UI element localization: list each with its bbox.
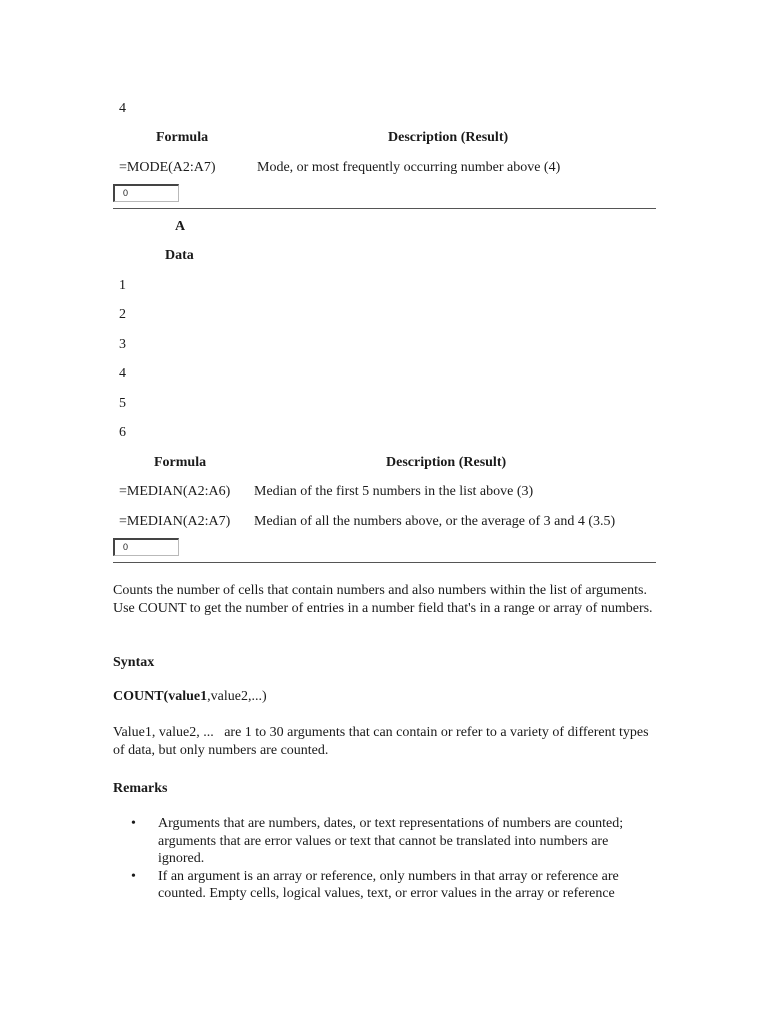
- data-value: 6: [119, 425, 126, 440]
- syntax-args-rest: ,value2,...): [207, 689, 267, 704]
- list-item: [113, 868, 658, 903]
- formula-header: Formula: [156, 130, 209, 145]
- result-input-box[interactable]: 0: [113, 184, 179, 202]
- description-cell: Mode, or most frequently occurring number above (4): [257, 160, 561, 175]
- formula-header: Formula: [154, 455, 207, 470]
- value-description: Value1, value2, ... are 1 to 30 arguments that can contain or refer to a variety of different types of data, but only numbers are counted.: [113, 725, 653, 758]
- data-value-4: 4: [119, 101, 126, 116]
- data-value: 1: [119, 278, 126, 293]
- remark-text: Arguments that are numbers, dates, or text representations of numbers are counted; arguments that are error values or text that cannot be translated into numbers are ignored.: [158, 816, 624, 866]
- data-value: 2: [119, 307, 126, 322]
- data-value: 4: [119, 366, 126, 381]
- description-cell: Median of the first 5 numbers in the list above (3): [254, 484, 534, 499]
- data-value: 3: [119, 337, 126, 352]
- divider: [113, 208, 656, 209]
- syntax-arg-value1: value1: [168, 689, 208, 704]
- formula-cell: =MODE(A2:A7): [119, 160, 216, 175]
- syntax-line: [113, 688, 267, 705]
- remarks-list: [113, 815, 658, 903]
- remarks-heading: Remarks: [113, 781, 168, 796]
- bullet-icon: •: [131, 816, 136, 831]
- data-header: Data: [165, 248, 194, 263]
- formula-cell: =MEDIAN(A2:A7): [119, 514, 231, 529]
- remark-text: If an argument is an array or reference, only numbers in that array or reference are counted. Empty cells, logical values, text, or error values in the array or reference: [158, 868, 619, 901]
- column-header-a: A: [175, 219, 186, 234]
- count-intro-paragraph: Counts the number of cells that contain numbers and also numbers within the list of arguments. Use COUNT to get the number of entries in a number field that's in a range or array of numbers.: [113, 583, 653, 616]
- bullet-icon: •: [131, 868, 136, 884]
- formula-cell: =MEDIAN(A2:A6): [119, 484, 231, 499]
- divider: [113, 562, 656, 563]
- syntax-heading: Syntax: [113, 655, 155, 670]
- result-input-box[interactable]: 0: [113, 538, 179, 556]
- description-header: Description (Result): [388, 130, 509, 145]
- list-item: [113, 815, 658, 868]
- data-value: 5: [119, 396, 126, 411]
- syntax-function: COUNT(: [113, 689, 169, 704]
- description-header: Description (Result): [386, 455, 507, 470]
- description-cell: Median of all the numbers above, or the average of 3 and 4 (3.5): [254, 514, 616, 529]
